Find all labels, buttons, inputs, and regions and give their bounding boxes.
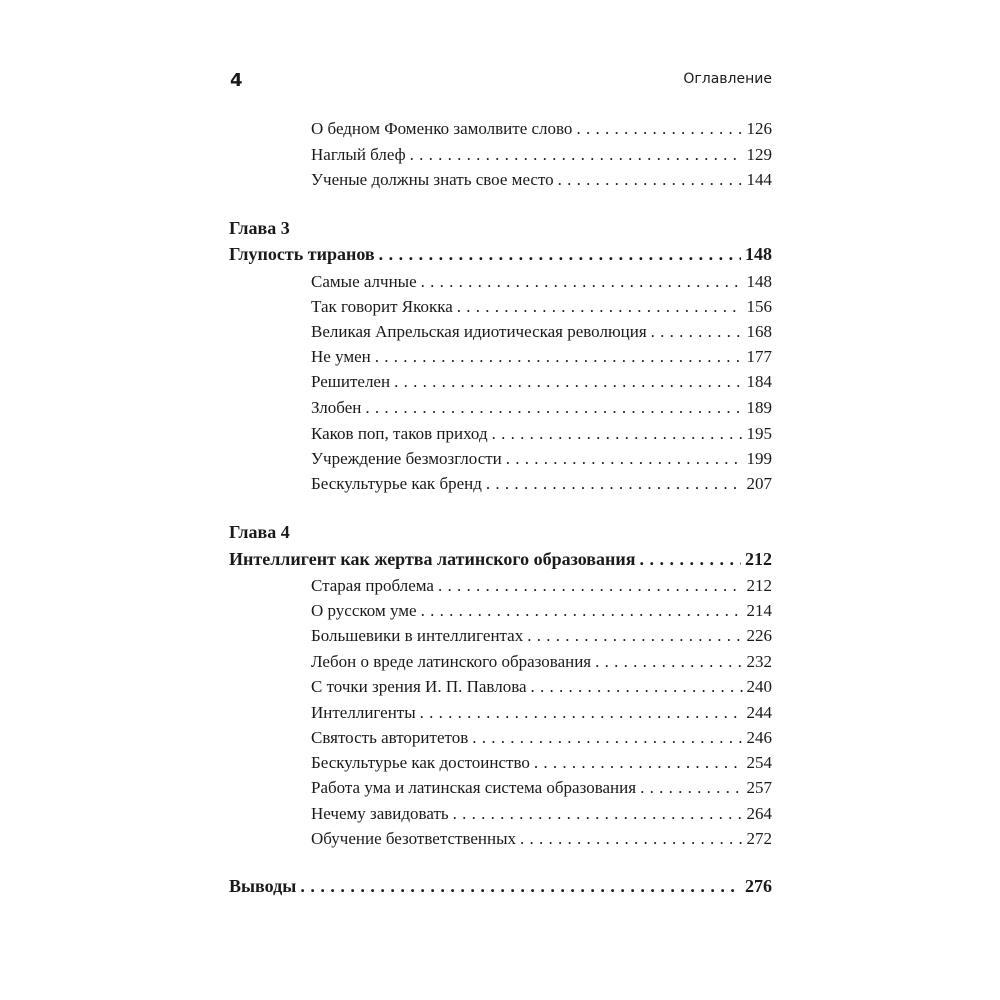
toc-entry-title: Каков поп, таков приход <box>311 424 488 443</box>
running-head: Оглавление <box>683 71 772 87</box>
dot-leader <box>421 601 743 621</box>
dot-leader <box>558 170 743 190</box>
toc-entry[interactable] <box>311 778 772 798</box>
toc-entry[interactable] <box>311 601 772 621</box>
chapter-page: 212 <box>745 549 772 569</box>
dot-leader <box>453 804 743 824</box>
toc-entry-page: 156 <box>746 297 772 316</box>
toc-entry-title: Так говорит Якокка <box>311 297 453 316</box>
toc-entry-title: Интеллигенты <box>311 703 416 722</box>
toc-entry-page: 272 <box>746 829 772 848</box>
toc-entry[interactable] <box>311 626 772 646</box>
dot-leader <box>410 145 743 165</box>
toc-entry[interactable] <box>311 272 772 292</box>
toc-entry-page: 184 <box>746 372 772 391</box>
dot-leader <box>300 876 741 897</box>
toc-entry-title: Бескультурье как достоинство <box>311 753 530 772</box>
dot-leader <box>640 778 742 798</box>
toc-entry[interactable] <box>311 804 772 824</box>
dot-leader <box>379 244 741 265</box>
toc-entry-page: 144 <box>746 170 772 189</box>
toc-entry[interactable] <box>311 424 772 444</box>
toc-entry[interactable] <box>311 119 772 139</box>
toc-entry-title: О русском уме <box>311 601 417 620</box>
toc-entry[interactable] <box>311 703 772 723</box>
toc-entry[interactable] <box>311 652 772 672</box>
toc-entry[interactable] <box>311 753 772 773</box>
dot-leader <box>420 703 743 723</box>
toc-entry-title: Святость авторитетов <box>311 728 469 747</box>
chapter-page: 148 <box>745 244 772 264</box>
toc-entry[interactable] <box>311 474 772 494</box>
chapter-title: Интеллигент как жертва латинского образования <box>229 549 636 569</box>
page-number: 4 <box>230 70 243 91</box>
toc-entry-page: 244 <box>746 703 772 722</box>
toc-entry-title: Решителен <box>311 372 391 391</box>
dot-leader <box>394 372 742 392</box>
toc-entry-title: Самые алчные <box>311 272 417 291</box>
toc-entry-title: Наглый блеф <box>311 145 406 164</box>
toc-entry-title: Великая Апрельская идиотическая революция <box>311 322 647 341</box>
toc-entry[interactable] <box>311 576 772 596</box>
dot-leader <box>472 728 742 748</box>
toc-entry-title: О бедном Фоменко замолвите слово <box>311 119 573 138</box>
toc-entry[interactable] <box>311 398 772 418</box>
dot-leader <box>486 474 743 494</box>
dot-leader <box>576 119 742 139</box>
chapter-title-entry[interactable] <box>229 549 772 570</box>
toc-entry-page: 264 <box>746 804 772 823</box>
chapter-title-entry[interactable] <box>229 244 772 265</box>
toc-entry-title: Нечему завидовать <box>311 804 449 823</box>
chapter-title: Глупость тиранов <box>229 244 375 264</box>
dot-leader <box>651 322 743 342</box>
toc-entry-page: 257 <box>746 778 772 797</box>
toc-entry[interactable] <box>311 322 772 342</box>
toc-entry-page: 232 <box>746 652 772 671</box>
dot-leader <box>421 272 743 292</box>
toc-entry-title: Учреждение безмозглости <box>311 449 502 468</box>
toc-entry-title: Ученые должны знать свое место <box>311 170 554 189</box>
toc-entry[interactable] <box>311 829 772 849</box>
toc-entry[interactable] <box>311 145 772 165</box>
dot-leader <box>375 347 743 367</box>
toc-entry-page: 148 <box>746 272 772 291</box>
toc-entry-page: 240 <box>746 677 772 696</box>
dot-leader <box>506 449 743 469</box>
toc-entry[interactable] <box>311 170 772 190</box>
dot-leader <box>438 576 743 596</box>
toc-entry[interactable] <box>311 372 772 392</box>
dot-leader <box>595 652 742 672</box>
toc-entry-page: 254 <box>746 753 772 772</box>
toc-entry-title: С точки зрения И. П. Павлова <box>311 677 527 696</box>
toc-entry-title: Злобен <box>311 398 362 417</box>
toc-entry-page: 168 <box>746 322 772 341</box>
toc-entry-page: 126 <box>746 119 772 138</box>
toc-entry-page: 129 <box>746 145 772 164</box>
toc-entry-page: 207 <box>746 474 772 493</box>
toc-entry-page: 214 <box>746 601 772 620</box>
chapter-label: Глава 4 <box>229 522 290 542</box>
conclusion-entry[interactable] <box>229 876 772 897</box>
chapter-label: Глава 3 <box>229 218 290 238</box>
toc-entry[interactable] <box>311 347 772 367</box>
toc-entry-page: 212 <box>746 576 772 595</box>
dot-leader <box>457 297 743 317</box>
toc-entry-title: Старая проблема <box>311 576 434 595</box>
toc-entry-title: Большевики в интеллигентах <box>311 626 524 645</box>
toc-entry[interactable] <box>311 728 772 748</box>
conclusion-title: Выводы <box>229 876 297 896</box>
toc-entry-page: 246 <box>746 728 772 747</box>
toc-entry-page: 195 <box>746 424 772 443</box>
toc-entry[interactable] <box>311 677 772 697</box>
toc-entry-title: Бескультурье как бренд <box>311 474 482 493</box>
toc-entry-page: 199 <box>746 449 772 468</box>
dot-leader <box>531 677 743 697</box>
toc-entry-title: Обучение безответственных <box>311 829 517 848</box>
dot-leader <box>492 424 743 444</box>
toc-entry-title: Работа ума и латинская система образования <box>311 778 637 797</box>
toc-entry-page: 226 <box>746 626 772 645</box>
toc-entry[interactable] <box>311 449 772 469</box>
dot-leader <box>527 626 742 646</box>
toc-entry[interactable] <box>311 297 772 317</box>
dot-leader <box>365 398 742 418</box>
dot-leader <box>534 753 743 773</box>
dot-leader <box>520 829 742 849</box>
dot-leader <box>639 549 741 570</box>
toc-entry-page: 177 <box>746 347 772 366</box>
conclusion-page: 276 <box>745 876 772 896</box>
toc-entry-title: Не умен <box>311 347 371 366</box>
toc-entry-page: 189 <box>746 398 772 417</box>
toc-entry-title: Лебон о вреде латинского образования <box>311 652 592 671</box>
